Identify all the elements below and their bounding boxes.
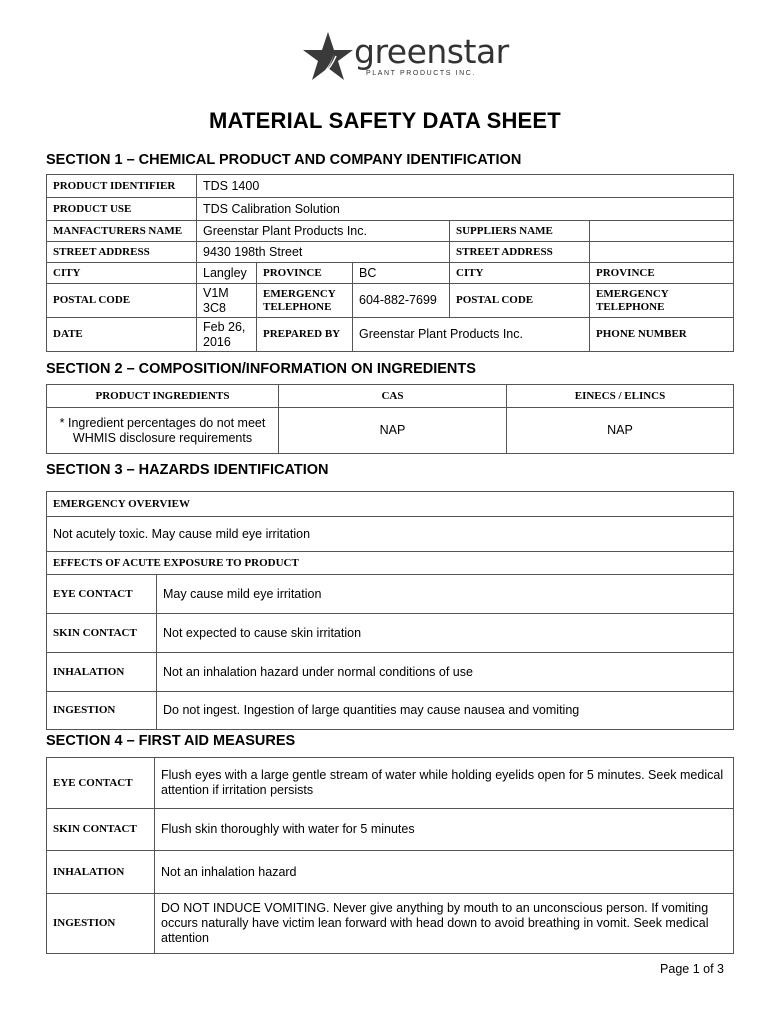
table-row: [47, 385, 734, 408]
company-logo: [300, 30, 509, 86]
firstaid-ingestion-text: DO NOT INDUCE VOMITING. Never give anything by mouth to an unconscious person. If vomiting occurs naturally have victim lean forward with head down to avoid breathing in vomit. Seek medical attention: [155, 894, 734, 954]
table-row: [47, 221, 734, 242]
einecs-column-header: EINECS / ELINCS: [507, 385, 734, 408]
supplier-emergency-label: EMERGENCY TELEPHONE: [590, 284, 734, 318]
emergency-overview-label: EMERGENCY OVERVIEW: [47, 492, 734, 517]
firstaid-eye-contact-text: Flush eyes with a large gentle stream of water while holding eyelids open for 5 minutes. Seek medical attention if irritation persists: [155, 758, 734, 809]
star-leaf-icon: [300, 30, 356, 86]
supplier-street-value: [590, 242, 734, 263]
street-address-value: 9430 198th Street: [197, 242, 450, 263]
emergency-telephone-value: 604-882-7699: [353, 284, 450, 318]
product-use-value: TDS Calibration Solution: [197, 198, 734, 221]
firstaid-eye-contact-label: EYE CONTACT: [47, 758, 155, 809]
hazard-inhalation-label: INHALATION: [47, 653, 157, 692]
logo-subtitle: PLANT PRODUCTS INC.: [366, 70, 477, 77]
supplier-postal-label: POSTAL CODE: [450, 284, 590, 318]
emergency-telephone-label: EMERGENCY TELEPHONE: [257, 284, 353, 318]
hazard-skin-contact-label: SKIN CONTACT: [47, 614, 157, 653]
manufacturer-label: MANFACTURERS NAME: [47, 221, 197, 242]
table-row: [47, 284, 734, 318]
table-row: [47, 692, 734, 730]
logo-wordmark: greenstar: [354, 32, 509, 71]
date-value: Feb 26, 2016: [197, 318, 257, 352]
table-row: [47, 809, 734, 851]
product-use-label: PRODUCT USE: [47, 198, 197, 221]
postal-code-label: POSTAL CODE: [47, 284, 197, 318]
supplier-street-label: STREET ADDRESS: [450, 242, 590, 263]
table-row: [47, 263, 734, 284]
prepared-by-label: PREPARED BY: [257, 318, 353, 352]
table-row: [47, 758, 734, 809]
firstaid-inhalation-text: Not an inhalation hazard: [155, 851, 734, 894]
city-value: Langley: [197, 263, 257, 284]
postal-code-value: V1M 3C8: [197, 284, 257, 318]
city-label: CITY: [47, 263, 197, 284]
table-row: [47, 408, 734, 454]
table-row: [47, 175, 734, 198]
product-identifier-label: PRODUCT IDENTIFIER: [47, 175, 197, 198]
manufacturer-value: Greenstar Plant Products Inc.: [197, 221, 450, 242]
firstaid-ingestion-label: INGESTION: [47, 894, 155, 954]
suppliers-name-value: [590, 221, 734, 242]
table-row: [47, 552, 734, 575]
table-row: [47, 894, 734, 954]
province-label: PROVINCE: [257, 263, 353, 284]
province-value: BC: [353, 263, 450, 284]
section-4-table: [46, 757, 734, 954]
table-row: [47, 318, 734, 352]
table-row: [47, 575, 734, 614]
firstaid-inhalation-label: INHALATION: [47, 851, 155, 894]
table-row: [47, 242, 734, 263]
table-row: [47, 198, 734, 221]
section-2-table: [46, 384, 734, 454]
suppliers-name-label: SUPPLIERS NAME: [450, 221, 590, 242]
cas-value: NAP: [279, 408, 507, 454]
hazard-ingestion-label: INGESTION: [47, 692, 157, 730]
document-title: MATERIAL SAFETY DATA SHEET: [209, 108, 561, 133]
page-number: Page 1 of 3: [660, 962, 724, 976]
section-1-table: [46, 174, 734, 352]
hazard-skin-contact-text: Not expected to cause skin irritation: [157, 614, 734, 653]
hazard-inhalation-text: Not an inhalation hazard under normal conditions of use: [157, 653, 734, 692]
firstaid-skin-contact-text: Flush skin thoroughly with water for 5 minutes: [155, 809, 734, 851]
cas-column-header: CAS: [279, 385, 507, 408]
section-3-heading: SECTION 3 – HAZARDS IDENTIFICATION: [46, 462, 329, 478]
acute-exposure-label: EFFECTS OF ACUTE EXPOSURE TO PRODUCT: [47, 552, 734, 575]
supplier-city-label: CITY: [450, 263, 590, 284]
street-address-label: STREET ADDRESS: [47, 242, 197, 263]
section-4-heading: SECTION 4 – FIRST AID MEASURES: [46, 733, 296, 749]
table-row: [47, 492, 734, 517]
section-1-heading: SECTION 1 – CHEMICAL PRODUCT AND COMPANY IDENTIFICATION: [46, 152, 522, 168]
ingredient-note: * Ingredient percentages do not meet WHMIS disclosure requirements: [47, 408, 279, 454]
einecs-value: NAP: [507, 408, 734, 454]
section-3-table: [46, 491, 734, 730]
hazard-ingestion-text: Do not ingest. Ingestion of large quantities may cause nausea and vomiting: [157, 692, 734, 730]
date-label: DATE: [47, 318, 197, 352]
prepared-by-value: Greenstar Plant Products Inc.: [353, 318, 590, 352]
table-row: [47, 851, 734, 894]
table-row: [47, 517, 734, 552]
product-identifier-value: TDS 1400: [197, 175, 734, 198]
phone-number-label: PHONE NUMBER: [590, 318, 734, 352]
ingredients-column-header: PRODUCT INGREDIENTS: [47, 385, 279, 408]
supplier-province-label: PROVINCE: [590, 263, 734, 284]
hazard-eye-contact-text: May cause mild eye irritation: [157, 575, 734, 614]
section-2-heading: SECTION 2 – COMPOSITION/INFORMATION ON INGREDIENTS: [46, 361, 476, 377]
table-row: [47, 614, 734, 653]
firstaid-skin-contact-label: SKIN CONTACT: [47, 809, 155, 851]
hazard-eye-contact-label: EYE CONTACT: [47, 575, 157, 614]
emergency-overview-text: Not acutely toxic. May cause mild eye irritation: [47, 517, 734, 552]
table-row: [47, 653, 734, 692]
